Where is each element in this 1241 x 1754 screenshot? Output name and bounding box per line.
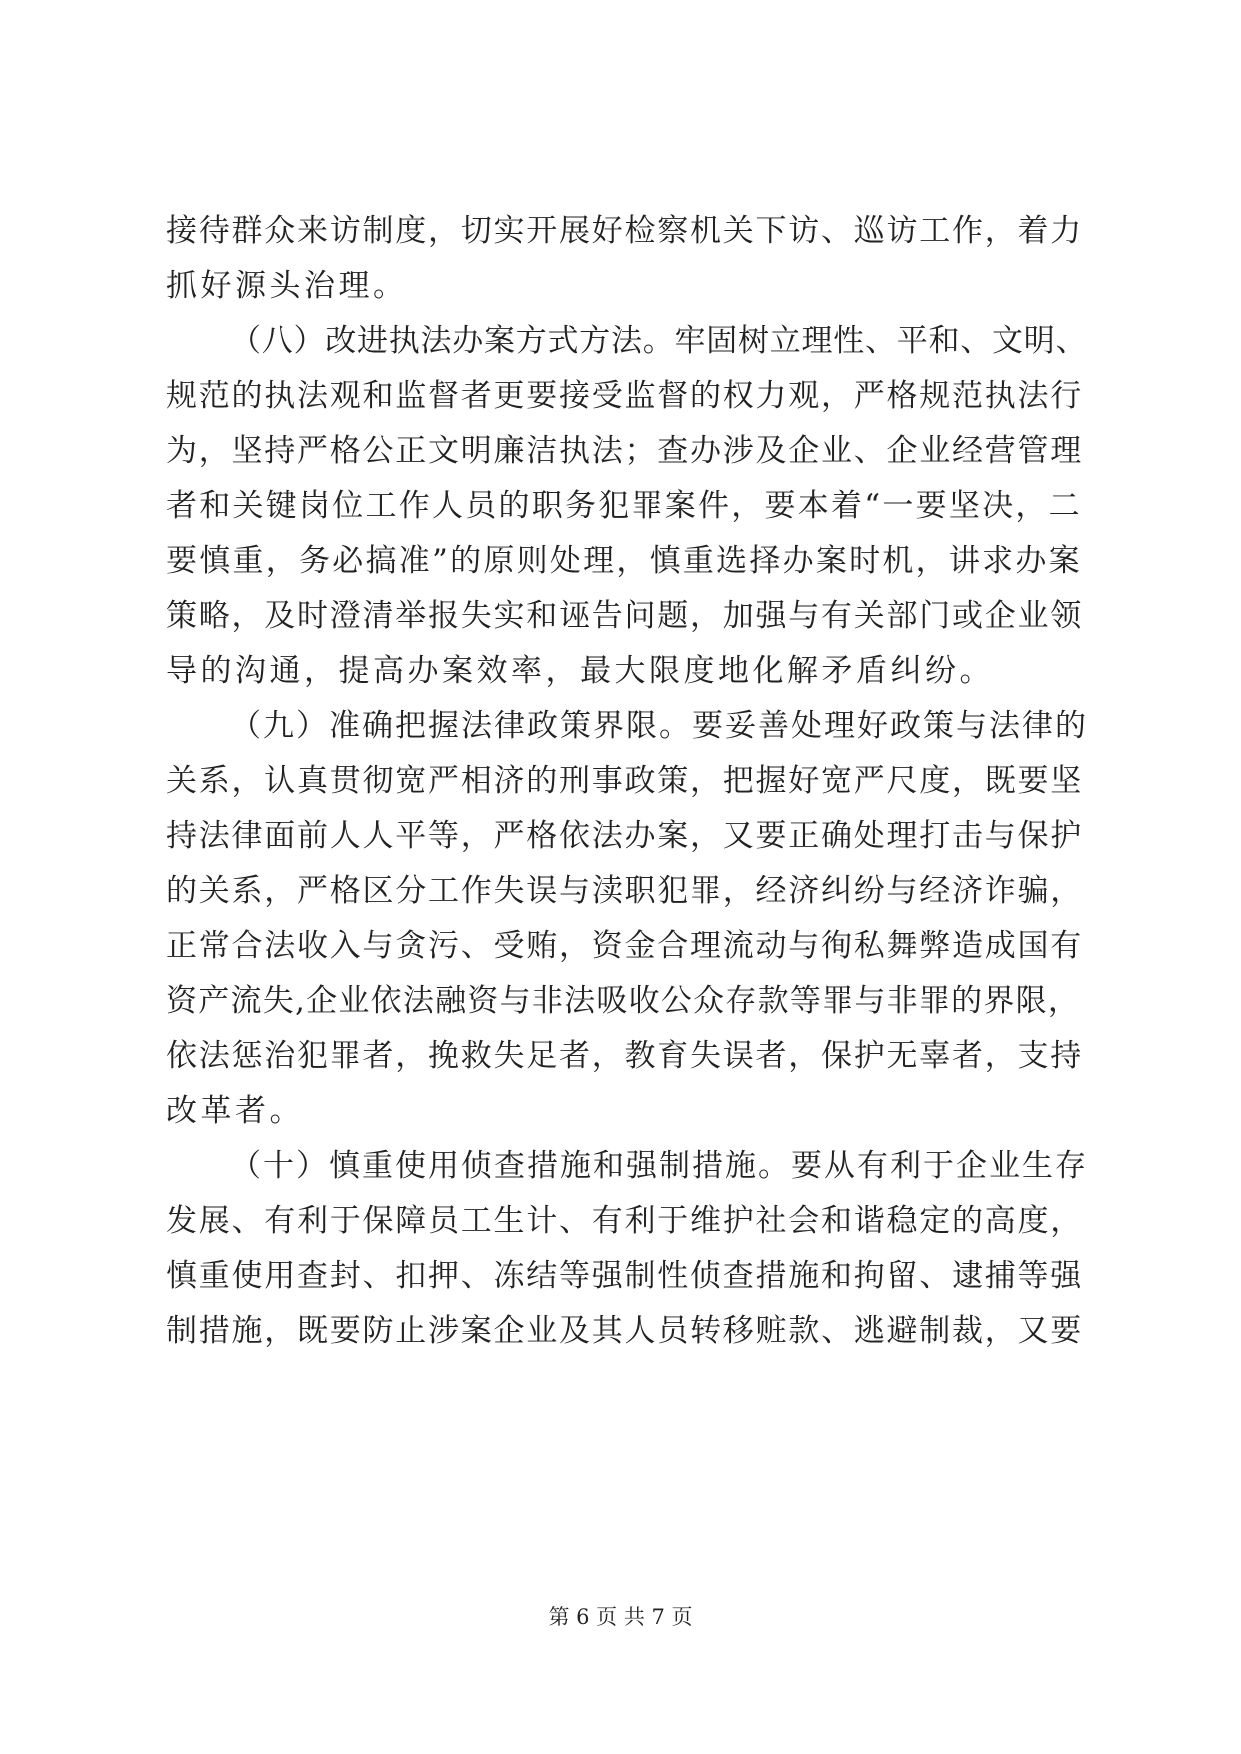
text-line: 资产流失,企业依法融资与非法吸收公众存款等罪与非罪的界限， — [166, 983, 1081, 1019]
text-line: 发展、有利于保障员工生计、有利于维护社会和谐稳定的高度， — [166, 1203, 1083, 1239]
text-line: 导的沟通，提高办案效率，最大限度地化解矛盾纠纷。 — [166, 653, 994, 689]
text-line: 者和关键岗位工作人员的职务犯罪案件，要本着“一要坚决，二 — [166, 488, 1082, 524]
text-line: 慎重使用查封、扣押、冻结等强制性侦查措施和拘留、逮捕等强 — [166, 1258, 1083, 1294]
text-line: 持法律面前人人平等，严格依法办案，又要正确处理打击与保护 — [166, 818, 1083, 854]
text-line: 制措施，既要防止涉案企业及其人员转移赃款、逃避制裁，又要 — [166, 1313, 1083, 1349]
text-line: 策略，及时澄清举报失实和诬告问题，加强与有关部门或企业领 — [166, 598, 1083, 634]
paragraph-heading-line: （九）准确把握法律政策界限。要妥善处理好政策与法律的 — [230, 708, 1088, 744]
text-line: 为，坚持严格公正文明廉洁执法；查办涉及企业、企业经营管理 — [166, 433, 1083, 469]
text-line: 改革者。 — [166, 1093, 304, 1129]
text-line: 的关系，严格区分工作失误与渎职犯罪，经济纠纷与经济诈骗， — [166, 873, 1083, 909]
text-line: 关系，认真贯彻宽严相济的刑事政策，把握好宽严尺度，既要坚 — [166, 763, 1083, 799]
text-line: 抓好源头治理。 — [166, 268, 408, 304]
text-line: 依法惩治犯罪者，挽救失足者，教育失误者，保护无辜者，支持 — [166, 1038, 1083, 1074]
page-number-footer: 第 6 页 共 7 页 — [548, 1605, 693, 1629]
text-line: 规范的执法观和监督者更要接受监督的权力观，严格规范执法行 — [166, 378, 1083, 414]
paragraph-heading-line: （十）慎重使用侦查措施和强制措施。要从有利于企业生存 — [230, 1148, 1088, 1184]
paragraph-heading-line: （八）改进执法办案方式方法。牢固树立理性、平和、文明、 — [230, 323, 1088, 359]
text-line: 正常合法收入与贪污、受贿，资金合理流动与徇私舞弊造成国有 — [166, 928, 1083, 964]
text-line: 接待群众来访制度，切实开展好检察机关下访、巡访工作，着力 — [166, 213, 1083, 249]
text-line: 要慎重，务必搞准”的原则处理，慎重选择办案时机，讲求办案 — [166, 543, 1082, 579]
